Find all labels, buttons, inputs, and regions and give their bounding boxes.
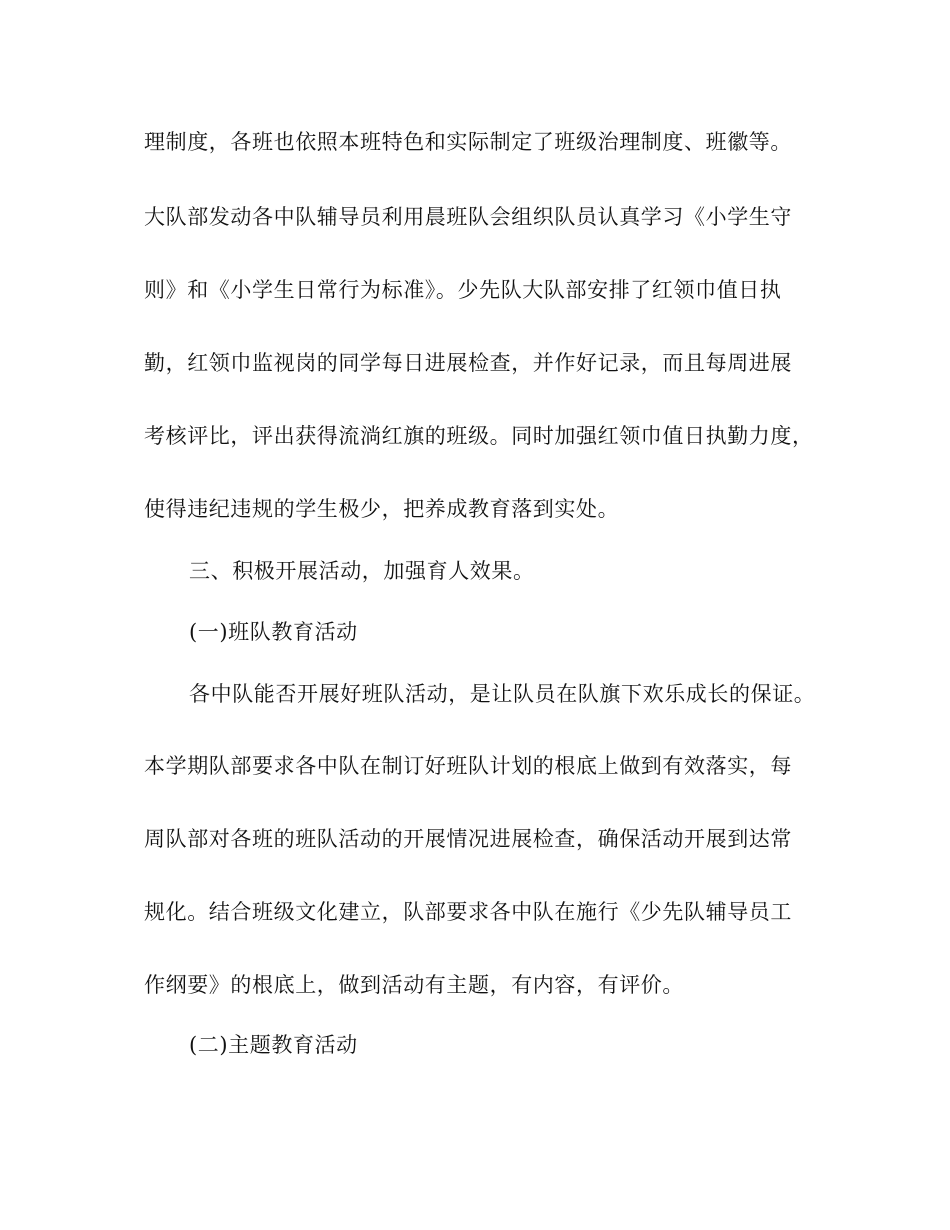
paragraph-line: 本学期队部要求各中队在制订好班队计划的根底上做到有效落实，每	[144, 754, 792, 778]
paragraph-line: 周队部对各班的班队活动的开展情况进展检查，确保活动开展到达常	[144, 827, 792, 851]
paragraph-line: 各中队能否开展好班队活动，是让队员在队旗下欢乐成长的保证。	[189, 682, 816, 706]
paragraph-line: 勤，红领巾监视岗的同学每日进展检查，并作好记录，而且每周进展	[144, 351, 792, 375]
paragraph-line: 则》和《小学生日常行为标准》。少先队大队部安排了红领巾值日执	[144, 278, 782, 302]
paragraph-line: 规化。结合班级文化建立，队部要求各中队在施行《少先队辅导员工	[144, 900, 792, 924]
paragraph-line: 理制度，各班也依照本班特色和实际制定了班级治理制度、班徽等。	[144, 130, 792, 154]
section-heading: 三、积极开展活动，加强育人效果。	[189, 559, 535, 583]
paragraph-line: 考核评比，评出获得流淌红旗的班级。同时加强红领巾值日执勤力度，	[144, 424, 814, 448]
paragraph-line: 大队部发动各中队辅导员利用晨班队会组织队员认真学习《小学生守	[144, 205, 792, 229]
subsection-heading: (一)班队教育活动	[189, 620, 358, 644]
subsection-heading: (二)主题教育活动	[189, 1033, 358, 1057]
paragraph-line: 作纲要》的根底上，做到活动有主题，有内容，有评价。	[144, 973, 684, 997]
paragraph-line: 使得违纪违规的学生极少，把养成教育落到实处。	[144, 497, 620, 521]
